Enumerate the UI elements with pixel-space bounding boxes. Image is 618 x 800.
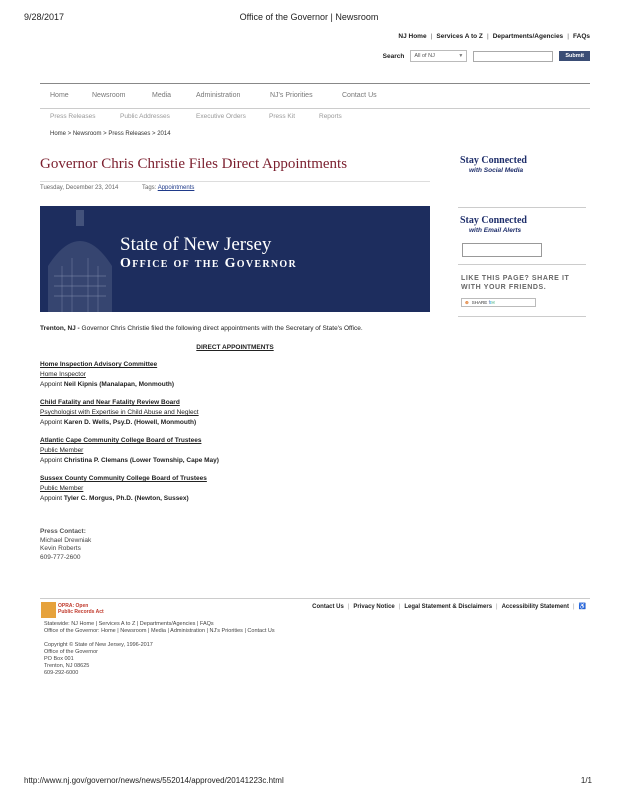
page-title: Governor Chris Christie Files Direct Appointments: [40, 156, 348, 172]
address-line: Office of the Governor: [44, 649, 99, 655]
email-field[interactable]: [462, 243, 542, 257]
footer-office-links[interactable]: Office of the Governor: Home | Newsroom | Media | Administration | NJ's Priorities | Contact Us: [44, 628, 275, 634]
opra-text: [58, 603, 104, 615]
appointee-name: Karen D. Wells, Psy.D. (Howell, Monmouth): [63, 419, 197, 426]
address-phone: 609-292-6000: [44, 670, 79, 676]
divider: [458, 264, 586, 265]
appointment-item: [40, 474, 207, 504]
nav-newsroom[interactable]: Newsroom: [92, 92, 126, 99]
capitol-dome-icon: [40, 206, 120, 312]
nav-priorities[interactable]: NJ's Priorities: [270, 92, 313, 99]
search-scope-select[interactable]: [410, 50, 467, 62]
appointment-person-line: [40, 456, 219, 466]
nav-administration[interactable]: Administration: [196, 92, 241, 99]
nav-media[interactable]: Media: [152, 92, 172, 99]
top-link-nj-home[interactable]: NJ Home: [398, 33, 427, 40]
share-icon: ⊕: [465, 300, 469, 305]
appointment-org: Home Inspection Advisory Committee: [40, 361, 158, 368]
breadcrumb[interactable]: Home > Newsroom > Press Releases > 2014: [50, 131, 171, 137]
main-nav: [40, 83, 590, 109]
footer-accessibility[interactable]: Accessibility Statement: [501, 604, 569, 610]
search-label: Search: [382, 52, 405, 60]
email-title: Stay Connected: [460, 215, 527, 226]
section-heading: DIRECT APPOINTMENTS: [196, 344, 274, 351]
footer-divider: [40, 598, 590, 599]
twitter-icon[interactable]: t: [489, 300, 492, 305]
top-link-services[interactable]: Services A to Z: [436, 33, 483, 40]
appointment-position: Public Member: [40, 485, 84, 492]
appointment-item: [40, 360, 174, 390]
email-alerts-link[interactable]: with Email Alerts: [469, 227, 522, 234]
social-link[interactable]: with Social Media: [469, 167, 524, 174]
press-contact-phone: 609-777-2600: [40, 553, 81, 561]
article-tags: [142, 185, 194, 191]
share-label: SHARE: [471, 300, 488, 305]
footer-address: [44, 649, 98, 677]
banner-office: Office of the Governor: [120, 256, 297, 271]
print-page-number: 1/1: [580, 776, 592, 785]
opra-icon: [41, 602, 56, 618]
copyright: Copyright © State of New Jersey, 1996-2017: [44, 642, 153, 648]
governor-banner: [40, 206, 430, 312]
search-bar: [383, 50, 590, 62]
dateline: Trenton, NJ -: [40, 325, 80, 332]
email-icon[interactable]: ✉: [491, 300, 495, 305]
top-link-departments[interactable]: Departments/Agencies: [492, 33, 564, 40]
press-contact-name: Kevin Roberts: [40, 545, 81, 552]
address-line: Trenton, NJ 08625: [44, 663, 90, 669]
facebook-icon[interactable]: f: [488, 300, 490, 305]
footer-legal[interactable]: Legal Statement & Disclaimers: [404, 604, 493, 610]
lead-text: Governor Chris Christie filed the following direct appointments with the Secretary of State's Office.: [79, 325, 363, 332]
footer-statewide-links[interactable]: Statewide: NJ Home | Services A to Z | Departments/Agencies | FAQs: [44, 621, 214, 627]
appointment-item: [40, 436, 219, 466]
appoint-label: Appoint: [40, 381, 64, 388]
subnav-press-kit[interactable]: Press Kit: [269, 113, 296, 120]
print-title: Office of the Governor | Newsroom: [239, 12, 379, 22]
chevron-down-icon: ▼: [458, 53, 464, 59]
appoint-label: Appoint: [40, 457, 64, 464]
opra-logo[interactable]: [41, 602, 105, 618]
appointee-name: Christina P. Clemans (Lower Township, Cape May): [63, 457, 219, 464]
social-title: Stay Connected: [460, 155, 527, 166]
footer-privacy[interactable]: Privacy Notice: [353, 604, 395, 610]
press-contact-name: Michael Drewniak: [40, 536, 92, 544]
subnav-public-addresses[interactable]: Public Addresses: [120, 113, 170, 120]
divider: [458, 207, 586, 208]
appointment-item: [40, 398, 199, 428]
share-prompt: [461, 274, 569, 292]
print-url: http://www.nj.gov/governor/news/news/552014/approved/20141223c.html: [24, 776, 284, 785]
tags-label: Tags:: [142, 185, 157, 191]
opra-line2: Public Records Act: [58, 609, 104, 615]
appointment-person-line: [40, 494, 207, 504]
search-scope-value: All of NJ: [414, 53, 435, 59]
press-contact: [40, 528, 91, 562]
top-links: NJ Home | Services A to Z | Departments/Agencies | FAQs: [398, 33, 590, 40]
footer-links: Contact Us | Privacy Notice | Legal Statement & Disclaimers | Accessibility Statement | ♿: [312, 604, 586, 610]
search-submit-button[interactable]: Submit: [559, 51, 590, 61]
opra-line1: OPRA: Open: [58, 603, 89, 609]
appointee-name: Neil Kipnis (Manalapan, Monmouth): [63, 381, 174, 388]
subnav-press-releases[interactable]: Press Releases: [50, 113, 96, 120]
appointment-position: Public Member: [40, 447, 84, 454]
appointment-org: Child Fatality and Near Fatality Review Board: [40, 399, 180, 406]
banner-state: State of New Jersey: [120, 234, 272, 255]
appointment-person-line: [40, 380, 174, 390]
appoint-label: Appoint: [40, 495, 64, 502]
tag-link[interactable]: Appointments: [157, 185, 195, 191]
divider: [40, 181, 430, 182]
press-contact-label: Press Contact:: [40, 528, 86, 535]
share-button[interactable]: [461, 298, 536, 307]
search-input[interactable]: [473, 51, 553, 62]
appointment-org: Sussex County Community College Board of Trustees: [40, 475, 207, 482]
appoint-label: Appoint: [40, 419, 64, 426]
share-prompt-line2: WITH YOUR FRIENDS.: [461, 284, 547, 291]
appointment-position: Psychologist with Expertise in Child Abuse and Neglect: [40, 409, 199, 416]
accessibility-icon[interactable]: ♿: [578, 604, 586, 610]
appointment-position: Home Inspector: [40, 371, 86, 378]
nav-home[interactable]: Home: [50, 92, 69, 99]
footer-contact-us[interactable]: Contact Us: [312, 604, 344, 610]
print-date: 9/28/2017: [24, 12, 65, 22]
appointment-org: Atlantic Cape Community College Board of Trustees: [40, 437, 202, 444]
address-line: PO Box 001: [44, 656, 74, 662]
subnav-reports[interactable]: Reports: [319, 113, 342, 120]
subnav-executive-orders[interactable]: Executive Orders: [196, 113, 246, 120]
appointment-person-line: [40, 418, 199, 428]
lead-paragraph: [40, 325, 363, 332]
article-date: Tuesday, December 23, 2014: [40, 185, 119, 191]
top-link-faqs[interactable]: FAQs: [573, 33, 590, 40]
nav-contact-us[interactable]: Contact Us: [342, 92, 377, 99]
appointee-name: Tyler C. Morgus, Ph.D. (Newton, Sussex): [63, 495, 189, 502]
divider: [458, 316, 586, 317]
share-prompt-line1: LIKE THIS PAGE? SHARE IT: [461, 275, 570, 282]
